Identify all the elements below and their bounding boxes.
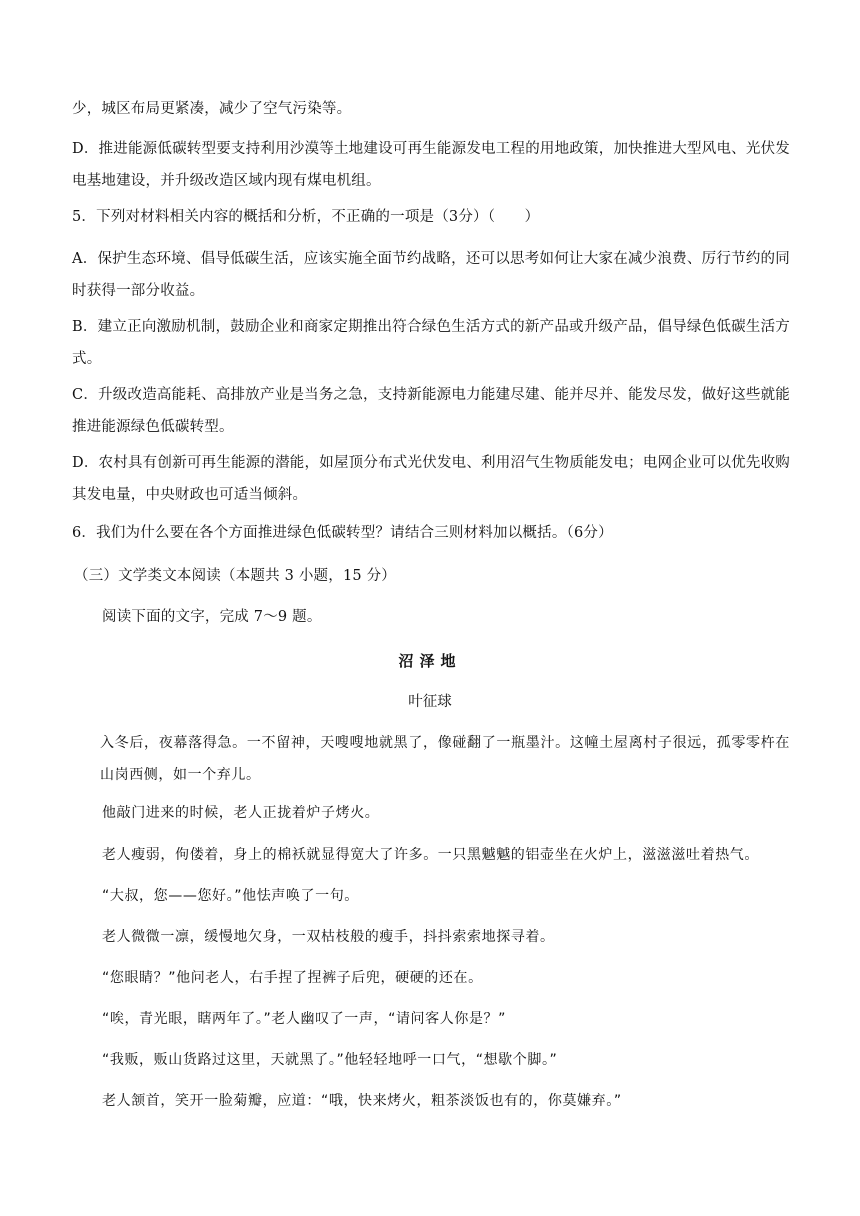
story-paragraph-6: “您眼睛？”他问老人，右手捏了捏裤子后兜，硬硬的还在。 (102, 970, 483, 986)
story-paragraph-5: 老人微微一凛，缓慢地欠身，一双枯枝般的瘦手，抖抖索索地探寻着。 (102, 929, 555, 945)
story-author: 叶征球 (408, 694, 452, 710)
question-5-option-c: C．升级改造高能耗、高排放产业是当务之急，支持新能源电力能建尽建、能并尽并、能发尽发，做好这些就能推进能源绿色低碳转型。 (72, 387, 790, 435)
option-d-paragraph: D．推进能源低碳转型要支持利用沙漠等土地建设可再生能源发电工程的用地政策，加快推进大型风电、光伏发电基地建设，并升级改造区域内现有煤电机组。 (72, 141, 790, 189)
story-paragraph-8: “我贩，贩山货路过这里，天就黑了。”他轻轻地呼一口气，“想歇个脚。” (102, 1052, 558, 1068)
story-paragraph-9: 老人颔首，笑开一脸菊瓣，应道：“哦，快来烤火，粗茶淡饭也有的，你莫嫌弃。” (102, 1093, 622, 1109)
question-6: 6．我们为什么要在各个方面推进绿色低碳转型？请结合三则材料加以概括。（6分） (72, 525, 613, 541)
question-5: 5．下列对材料相关内容的概括和分析，不正确的一项是（3分）（ ） (72, 209, 540, 225)
question-5-option-d: D．农村具有创新可再生能源的潜能，如屋顶分布式光伏发电、利用沼气生物质能发电；电网企业可以优先收购其发电量，中央财政也可适当倾斜。 (72, 455, 790, 503)
section-3-heading: （三）文学类文本阅读（本题共 3 小题，15 分） (74, 568, 397, 584)
story-paragraph-2: 他敲门进来的时候，老人正拢着炉子烤火。 (102, 805, 380, 821)
story-title: 沼泽地 (398, 652, 462, 670)
story-paragraph-3: 老人瘦弱，佝偻着，身上的棉袄就显得宽大了许多。一只黑魆魆的铝壶坐在火炉上，滋滋滋吐着热气。 (102, 847, 759, 863)
story-paragraph-1: 入冬后，夜幕落得急。一不留神，天嗖嗖地就黑了，像碰翻了一瓶墨汁。这幢土屋离村子很远，孤零零杵在山岗西侧，如一个弃儿。 (100, 735, 790, 783)
question-5-option-b: B．建立正向激励机制，鼓励企业和商家定期推出符合绿色生活方式的新产品或升级产品，倡导绿色低碳生活方式。 (72, 319, 790, 367)
story-paragraph-7: “唉，青光眼，瞎两年了。”老人幽叹了一声，“请问客人你是？” (102, 1011, 507, 1027)
question-5-option-a: A．保护生态环境、倡导低碳生活，应该实施全面节约战略，还可以思考如何让大家在减少浪费、厉行节约的同时获得一部分收益。 (72, 251, 790, 299)
paragraph-continuation: 少，城区布局更紧凑，减少了空气污染等。 (72, 101, 352, 117)
story-paragraph-4: “大叔，您——您好。”他怯声唤了一句。 (102, 888, 359, 904)
reading-instruction: 阅读下面的文字，完成 7～9 题。 (102, 609, 322, 625)
